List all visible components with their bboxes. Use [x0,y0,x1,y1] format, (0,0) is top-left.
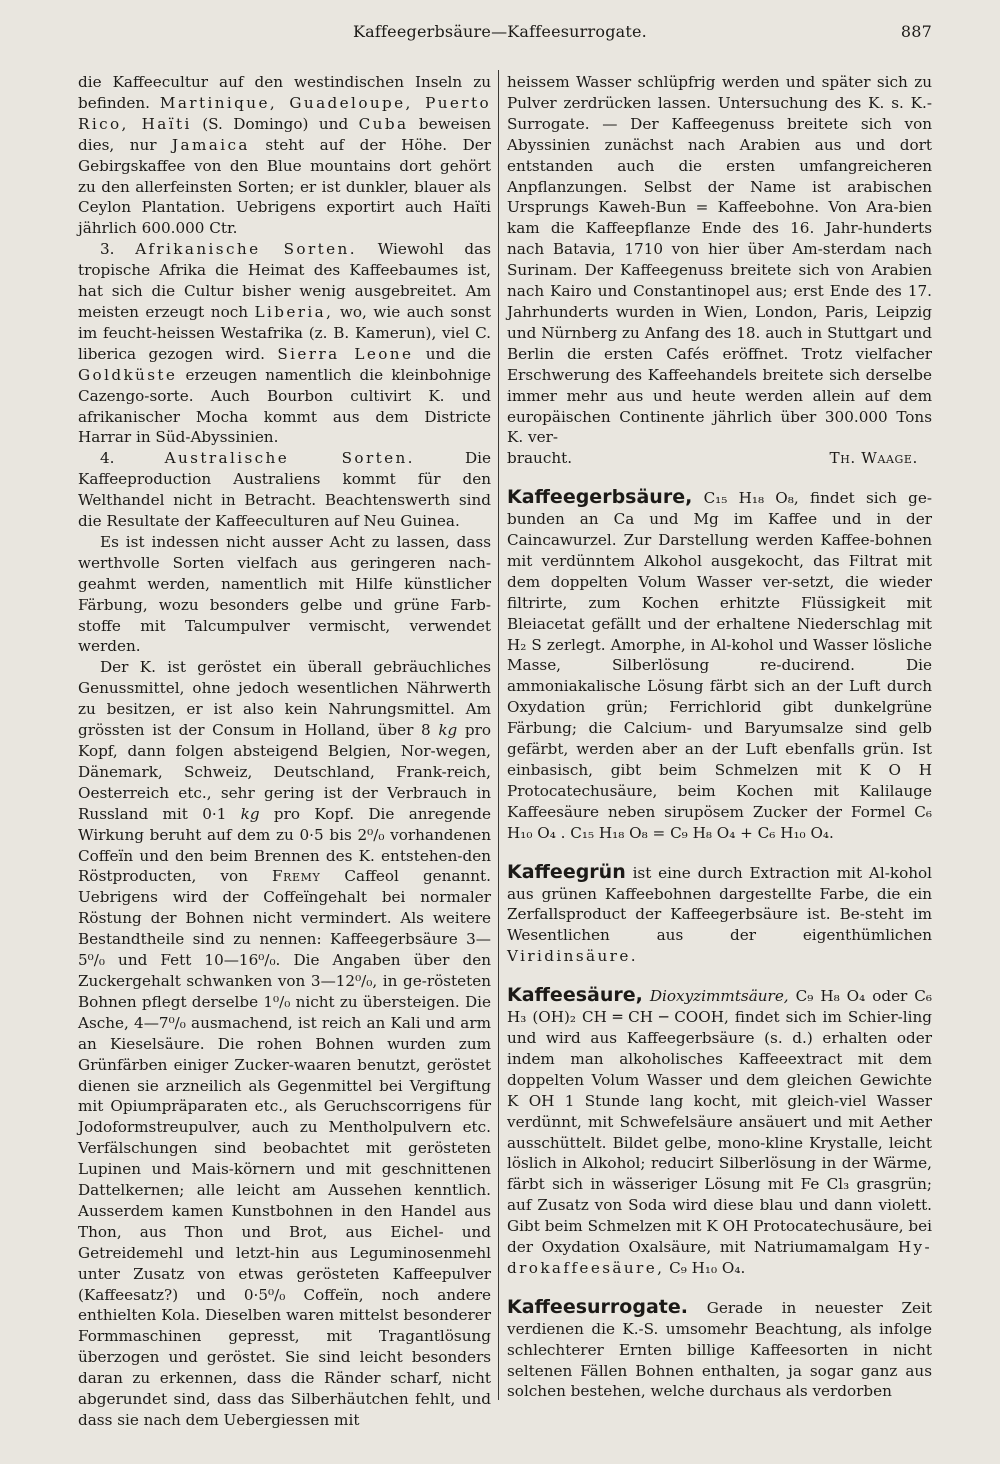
paragraph-afrikanische-sorten [78,239,491,448]
text: erzeugen namentlich die kleinbohnige Cazengo-sorte. Auch Bourbon cultivirt K. und afrikanischer Mocha kommt aus dem Districte Harrar in Süd-Abyssinien. [78,365,491,447]
text: und die [425,344,492,363]
place-name-sierra-leone: Sierra Leone [277,344,414,363]
place-name-jamaica: Jamaica [172,135,250,154]
entry-heading: Kaffeegerbsäure, [507,486,693,509]
section-number: 4. [100,449,115,468]
entry-heading: Kaffeesurrogate. [507,1295,688,1318]
synonym: Dioxyzimmtsäure, [649,987,789,1006]
text: pro Kopf, dann folgen absteigend Belgien, Nor-wegen, Dänemark, Schweiz, Deutschland, Frank-reich, Oesterreich etc., sehr gering ist der Verbrauch in Russland mit 0·1 [78,721,492,823]
formula-line: Zucker der Formel C₆ H₁₀ O₄ . C₁₅ H₁₈ O₈ = C₉ H₈ O₄ + C₆ H₁₀ O₄. [507,802,932,842]
place-name-liberia: Liberia, [254,302,334,321]
text: Wiewohl das tropische Afrika die Heimat des Kaffeebaumes ist, hat sich die Cultur bisher wenig ausgebreitet. Am meisten erzeugt noch [78,240,492,321]
entry-heading: Kaffeegrün [507,860,626,883]
signature-line [507,448,932,469]
text: findet sich ge-bunden an Ca und Mg im Kaffee und in der Caincawurzel. Zur Darstellung werden Kaffee-bohnen mit verdünntem Alkohol ausgekocht, das Filtrat mit dem doppelten Volum Wasser ver-setzt, die wieder filtrirte, zum Kochen erhitzte Flüssigkeit mit Bleiacetat gefällt und der erhaltene Niederschlag mit H₂ S zerlegt. Amorphe, in Al-kohol und Wasser lösliche Masse, Silberlösung re-ducirend. Die ammoniakalische Lösung färbt sich an der Luft durch Oxydation grün; Ferrichlorid gibt dunkelgrüne Färbung; die Calcium- und Baryumsalze sind gelb gefärbt, werden aber an der Luft ebenfalls grün. Ist einbasisch, gibt beim Schmelzen mit K O H Protocatechusäure, beim Kochen mit Kalilauge Kaffeesäure neben sirupösem [507,489,932,821]
text: heissem Wasser schlüpfrig werden und später sich zu Pulver zerdrücken lassen. Untersuchung des K. s. K.-Surrogate. — Der Kaffeegenuss breitete sich von Abyssinien zunächst nach Arabien aus und dort entstanden auch die ersten umfangreicheren Anpflanzungen. Selbst der Name ist arabischen Ursprungs Kaweh-Bun = Kaffeebohne. Von Ara-bien kam die Kaffeepflanze Ende des 16. Jahr-hunderts nach Batavia, 1710 von hier über Am-sterdam nach Surinam. Der Kaffeegenuss breitete sich von Arabien nach Kairo und Constantinopel aus; erst Ende des 17. Jahrhunderts wurden in Wien, London, Paris, Leipzig und Nürnberg zu Anfang des 18. auch in Stuttgart und Berlin die ersten Cafés eröffnet. Trotz vielfacher Erschwerung des Kaffeehandels breitete sich derselbe immer mehr aus und heute werden allein auf dem europäischen Continente jährlich über 300.000 Tons K. ver- [507,73,932,447]
column-divider [498,70,499,1400]
paragraph-genussmittel [78,657,491,1431]
text: Caffeol genannt. Uebrigens wird der Coffeïngehalt bei normaler Röstung der Bohnen nicht vermindert. Als weitere Bestandtheile sind zu nennen: Kaffeegerbsäure 3—5⁰/₀ und Fett 10—16⁰/₀. Die Angaben über den Zuckergehalt schwanken von 3—12⁰/₀, in ge-rösteten Bohnen pflegt derselbe 1⁰/₀ nicht zu übersteigen. Die Asche, 4—7⁰/₀ ausmachend, ist reich an Kali und arm an Kieselsäure. Die rohen Bohnen wurden zum Grünfärben einiger Zucker-waaren benutzt, geröstet dienen sie arzneilich als Gegenmittel bei Vergiftung mit Opiumpräparaten etc., als Geruchscorrigens für Jodoformstreupulver, auch zu Mentholpulvern etc. Verfälschungen sind beobachtet mit gerösteten Lupinen und Mais-körnern und mit geschnittenen Dattelkernen; alle leicht am Aussehen kenntlich. Ausserdem kamen Kunstbohnen in den Handel aus Thon, aus Thon und Brot, aus Eichel- und Getreidemehl und letzt-hin aus Leguminosenmehl unter Zusatz von etwas gerösteten Kaffeepulver (Kaffeesatz?) und 0·5⁰/₀ Coffeïn, noch andere enthielten Kola. Dieselben waren mittelst besonderer Formmaschinen gepresst, mit Tragantlösung überzogen und geröstet. Sie sind leicht besonders daran zu erkennen, dass die Ränder scharf, nicht abgerundet sind, dass das Silberhäutchen fehlt, und dass sie nach dem Uebergiessen mit [78,867,491,1429]
running-title: Kaffeegerbsäure—Kaffeesurrogate. [353,22,647,41]
text: C₉ H₈ O₄ oder C₆ H₃ (OH)₂ CH ═ CH ─ COOH, findet sich im Schier-ling und wird aus Kaffeegerbsäure (s. d.) erhalten oder indem man alkoholisches Kaffeeextract mit dem doppelten Volum Wasser und dem gleichen Gewichte K OH 1 Stunde lang kocht, mit gleich-viel Wasser verdünnt, mit Schwefelsäure ansäuert und mit Aether ausschüttelt. Bildet gelbe, mono-kline Krystalle, leicht löslich in Alkohol; reducirt Silberlösung in der Wärme, färbt sich in wässeriger Lösung mit Fe Cl₃ grasgrün; auf Zusatz von Soda wird diese blau und dann violett. Gibt beim Schmelzen mit K OH Protocatechusäure, bei der Oxydation Oxalsäure, mit Natriumamalgam [507,987,933,1257]
paragraph-geschichte [507,72,932,448]
chemical-formula: C₁₅ H₁₈ O₈, [703,489,799,508]
text: pro Kopf. Die anregende Wirkung beruht auf dem zu 0·5 bis 2⁰/₀ vorhandenen Coffeïn und den beim Brennen des K. entstehen-den Röstproducten, von [78,804,491,886]
right-column [507,72,932,1402]
place-names: Martinique, Guadeloupe, Puerto Rico, Haïti [78,93,491,133]
text: wo, wie auch sonst im feucht-heissen Westafrika (z. B. Kamerun), viel C. liberica gezogen wird. [78,302,491,363]
term-viridinsaeure: Viridinsäure. [507,947,638,966]
place-name-goldkueste: Goldküste [78,365,178,384]
entry-kaffeegerbsaeure [507,487,932,843]
section-heading: Afrikanische Sorten. [135,240,357,259]
article-author: Th. Waage. [829,449,918,468]
paragraph-australische-sorten [78,448,491,532]
text: ist eine durch Extraction mit Al-kohol aus grünen Kaffeebohnen dargestellte Farbe, die ein Zerfallsproduct der Kaffeegerbsäure ist. Be-steht im Wesentlichen aus der eigenthümlichen [507,863,933,945]
entry-kaffeegruen [507,862,932,968]
paragraph-westindien [78,72,491,239]
text: (S. Domingo) und [202,114,349,133]
author-fremy: Fremy [271,867,321,886]
entry-kaffeesaeure [507,985,932,1279]
term-hydrokaffeesaeure: Hy-drokaffeesäure, [507,1238,932,1277]
text: Die Kaffeeproduction Australiens kommt für den Welthandel nicht in Betracht. Beachtenswerth sind die Resultate der Kaffeeculturen auf Neu Guinea. [78,449,492,531]
entry-kaffeesurrogate [507,1297,932,1403]
entry-heading: Kaffeesäure, [507,984,643,1007]
unit-kg: kg [240,804,260,823]
section-heading: Australische Sorten. [164,449,415,468]
place-name-cuba: Cuba [358,114,409,133]
page-header [0,22,1000,48]
left-column [78,72,491,1431]
text: steht auf der Höhe. Der Gebirgskaffee von den Blue mountains dort gehört zu den allerfeinsten Sorten; er ist dunkler, blauer als Ceylon Plantation. Uebrigens exportirt auch Haïti jährlich 600.000 Ctr. [78,135,492,238]
unit-kg: kg [438,721,458,740]
text: die Kaffeecultur auf den westindischen Inseln zu befinden. [78,73,491,112]
chemical-formula: C₉ H₁₀ O₄. [669,1258,746,1277]
text: braucht. [507,449,573,468]
text: beweisen dies, nur [78,114,492,154]
section-number: 3. [100,240,115,259]
text: Gerade in neuester Zeit verdienen die K.-S. umsomehr Beachtung, als infolge schlechterer Ernten billige Kaffeesorten in nicht seltenen Fällen Bohnen enthalten, ja sogar ganz aus solchen bestehen, welche durchaus als verdorben [507,1298,933,1401]
page-number: 887 [900,22,932,41]
paragraph-faelschung: Es ist indessen nicht ausser Acht zu lassen, dass werthvolle Sorten vielfach aus geringeren nach-geahmt werden, namentlich mit Hilfe künstlicher Färbung, wozu besonders gelbe und grüne Farb-stoffe mit Talcumpulver vermischt, verwendet werden. [78,532,491,656]
text: Der K. ist geröstet ein überall gebräuchliches Genussmittel, ohne jedoch wesentlichen Nährwerth zu besitzen, er ist also kein Nahrungsmittel. Am grössten ist der Consum in Holland, über 8 [78,658,491,740]
